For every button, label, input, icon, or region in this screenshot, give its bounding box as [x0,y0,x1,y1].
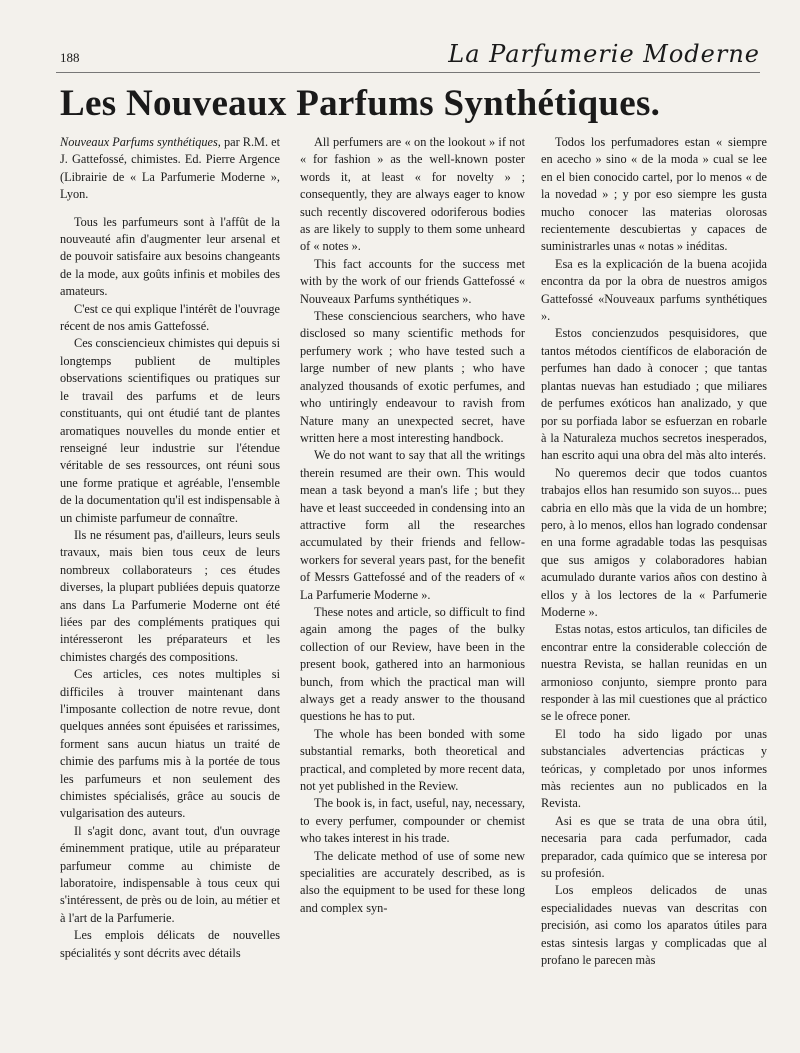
paragraph-fr-7: Les emplois délicats de nouvelles spécialités y sont décrits avec détails [60,928,280,960]
paragraph-fr-4: Ils ne résument pas, d'ailleurs, leurs seuls travaux, mais bien tous ceux de leurs nombreux collaborateurs ; ces études diverses, la plupart publiées depuis quatorze ans dans La Parfumerie Moderne ont été liées par des compléments pratiques qui intéresseront les préparateurs et les chimistes chargés des compositions. [60,527,280,664]
paragraph-fr-6: Il s'agit donc, avant tout, d'un ouvrage éminemment pratique, utile au préparateur parfumeur comme au chimiste de laboratoire, indispensable à tous ceux qui s'intéressent, de près ou de loin, au métier et à l'art de la Parfumerie. [60,823,280,925]
header-rule [56,72,760,73]
paragraph-es-7: Asi es que se trata de una obra útil, necesaria para cada perfumador, cada preparador, cada químico que se interesa por su profesión. [541,813,767,881]
book-reference-details: par R.M. et J. Gattefossé, chimistes. Ed. Pierre Argence (Librairie de « La Parfumerie Moderne », Lyon. [60,135,280,202]
column-french [60,134,280,962]
book-reference-title: Nouveaux Parfums synthétiques, [60,135,221,149]
paragraph-fr-1: Tous les parfumeurs sont à l'affût de la nouveauté afin d'augmenter leur arsenal et de pouvoir satisfaire aux besoins changeants de la mode, aux goûts infinis et mobiles des amateurs. [60,214,280,299]
book-reference [60,134,280,204]
paragraph-fr-2: C'est ce qui explique l'intérêt de l'ouvrage récent de nos amis Gattefossé. [60,301,280,334]
paragraph-en-5: These notes and article, so difficult to find again among the pages of the bulky collection of our Review, have been in the present book, gathered into an harmonious bunch, from which the practical man will always get a ready answer to the thousand questions he has to put. [300,604,525,724]
column-spanish [541,134,767,970]
paragraph-es-6: El todo ha sido ligado por unas substanciales advertencias prácticas y teóricas, y completado por unos informes màs recientes aun no publicados en la Revista. [541,726,767,811]
paragraph-es-8: Los empleos delicados de unas especialidades nuevas van descritas con precisión, asi como los aparatos útiles para estas sintesis largas y complicadas que al profano le parecen màs [541,883,767,968]
paragraph-es-4: No queremos decir que todos cuantos trabajos ellos han resumido son suyos... pues cabria en ello màs que la vida de un hombre; pero, à lo menos, ellos han logrado condensar en una forme agradable todas las pesquisas que sus amigos y colaboradores habian acumulado durante varios años con destino à ellos y à los lectores de la « Parfumerie Moderne ». [541,465,767,619]
paragraph-en-6: The whole has been bonded with some substantial remarks, both theoretical and practical, and completed by more recent data, not yet published in the Review. [300,726,525,794]
paragraph-en-3: These consciencious searchers, who have disclosed so many scientific methods for perfumery work ; who have tested such a large number of new plants ; who have analyzed thousands of exotic perfumes, and who untiringly endeavour to ravish from Nature many an unexpected secret, have written here a most interesting handbock. [300,309,525,445]
paragraph-en-1: All perfumers are « on the lookout » if not « for fashion » as the well-known poster words it, at least « for novelty » ; consequently, they are always eager to know such recently discovered odoriferous bodies as are likely to supply to them some unheard of « notes ». [300,135,525,254]
paragraph-es-3: Estos concienzudos pesquisidores, que tantos métodos científicos de elaboración de perfumes han dado à conocer ; que tantas plantas nuevas han estudiado ; que miliares de perfumes exóticos han analizado, y que por su porfiada labor se esfuerzan en robarle à la Naturaleza muchos secretos inesperados, han escrito aqui una obra del màs alto interés. [541,326,767,463]
paragraph-fr-5: Ces articles, ces notes multiples si difficiles à trouver maintenant dans l'imposante collection de notre revue, dont quelques années sont épuisées et rarissimes, forment sans aucun hiatus un traité de chimie des parfums mis à la portée de tous les parfumeurs et non seulement des chimistes spécialisés, grâce au soucis de vulgarisation des auteurs. [60,667,280,821]
paragraph-en-4: We do not want to say that all the writings therein resumed are their own. This would mean a task beyond a man's life ; but they have et least succeeded in condensing into an attractive form all the researches accumulated by their friends and fellow-workers for several years past, for the benefit of Messrs Gattefossé and of the readers of « La Parfumerie Moderne ». [300,448,525,602]
column-english [300,134,525,917]
paragraph-es-2: Esa es la explicación de la buena acojida encontra da por la obra de nuestros amigos Gattefossé «Nouveaux parfums synthétiques ». [541,256,767,324]
paragraph-fr-3: Ces consciencieux chimistes qui depuis si longtemps publient de multiples observations scientifiques ou pratiques sur le travail des parfums et de leurs constituants, qui ont étudié tant de plantes aromatiques nouvelles du monde entier et renseigné leur industrie sur l'étendue véritable de ses ressources, ont réuni sous une forme pratique et agréable, l'ensemble de la documentation qu'il est indispensable à un chimiste parfumeur de connaître. [60,336,280,525]
paragraph-es-1: Todos los perfumadores estan « siempre en acecho » sino « de la moda » cual se lee en el bien conocido cartel, por lo menos « de la novedad » ; y por eso siempre les gusta mucho conocer las materias olorosas recientemente descubiertas y capaces de suministrarles unas « notas » inéditas. [541,135,767,254]
paragraph-en-7: The book is, in fact, useful, nay, necessary, to every perfumer, compounder or chemist who takes interest in his trade. [300,796,525,846]
paragraph-en-2: This fact accounts for the success met with by the work of our friends Gattefossé « Nouveaux Parfums synthétiques ». [300,256,525,306]
page-number: 188 [60,50,80,65]
article-title: Les Nouveaux Parfums Synthétiques. [60,83,661,124]
running-head: La Parfumerie Moderne [448,40,760,68]
paragraph-es-5: Estas notas, estos articulos, tan dificiles de encontrar entre la considerable colección de nuestra Revista, se hallan reunidas en un armonioso conjunto, siempre pronto para responder à las mil cuestiones que al práctico se le ofrece poner. [541,622,767,724]
paragraph-en-8: The delicate method of use of some new specialities are accurately described, as is also the equipment to be used for these long and complex syn- [300,848,525,915]
